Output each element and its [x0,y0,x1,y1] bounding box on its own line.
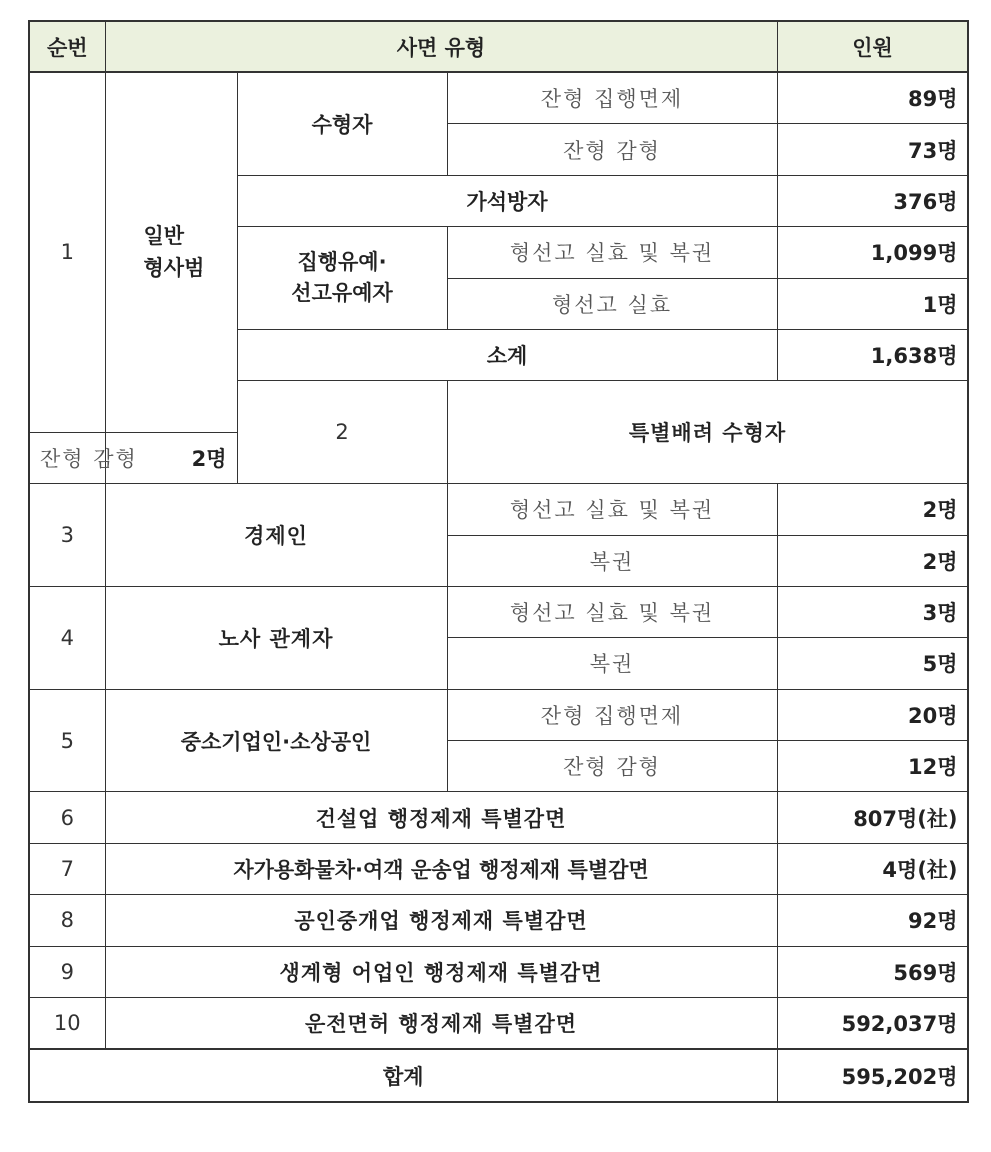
table-row [29,72,968,124]
row-number: 1 [29,72,105,432]
row-number: 9 [29,946,105,997]
pardon-table [28,20,969,1103]
category-label: 자가용화물차·여객 운송업 행정제재 특별감면 [105,843,777,894]
header-row [29,21,968,72]
subtotal-label: 소계 [237,329,777,380]
pardon-type: 복권 [447,638,777,689]
pardon-type: 형선고 실효 및 복권 [447,227,777,278]
table-row [29,586,968,637]
total-count: 595,202명 [777,1049,968,1101]
total-label: 합계 [29,1049,777,1101]
row-number: 3 [29,484,105,587]
count-cell: 73명 [777,124,968,175]
count-cell: 807명(社) [777,792,968,843]
pardon-type: 형선고 실효 [447,278,777,329]
count-cell: 12명 [777,741,968,792]
category-label: 공인중개업 행정제재 특별감면 [105,895,777,946]
count-cell: 376명 [777,175,968,226]
count-cell: 2명 [777,535,968,586]
count-cell: 1명 [777,278,968,329]
row-number: 4 [29,586,105,689]
category-label: 운전면허 행정제재 특별감면 [105,998,777,1050]
table-row [29,792,968,843]
count-cell: 2명 [105,432,237,483]
category-label: 특별배려 수형자 [447,381,968,484]
header-type: 사면 유형 [105,21,777,72]
row-number: 5 [29,689,105,792]
table-row [29,998,968,1050]
category-general-criminal: 일반 형사범 [105,72,237,432]
total-row [29,1049,968,1101]
table-row [29,843,968,894]
subtotal-count: 1,638명 [777,329,968,380]
pardon-type: 잔형 집행면제 [447,72,777,124]
count-cell: 89명 [777,72,968,124]
category-label: 경제인 [105,484,447,587]
count-cell: 1,099명 [777,227,968,278]
pardon-type: 잔형 감형 [447,741,777,792]
count-cell: 92명 [777,895,968,946]
table-row [29,484,968,535]
category-label: 노사 관계자 [105,586,447,689]
count-cell: 4명(社) [777,843,968,894]
row-number: 7 [29,843,105,894]
count-cell: 2명 [777,484,968,535]
header-no: 순번 [29,21,105,72]
pardon-type: 잔형 집행면제 [447,689,777,740]
subcategory-parolees: 가석방자 [237,175,777,226]
pardon-type: 잔형 감형 [29,432,105,483]
category-label: 중소기업인·소상공인 [105,689,447,792]
count-cell: 569명 [777,946,968,997]
table-row [29,946,968,997]
header-count: 인원 [777,21,968,72]
pardon-type: 복권 [447,535,777,586]
table-row [29,895,968,946]
category-label: 건설업 행정제재 특별감면 [105,792,777,843]
row-number: 8 [29,895,105,946]
count-cell: 3명 [777,586,968,637]
row-number: 2 [237,381,447,484]
category-label: 생계형 어업인 행정제재 특별감면 [105,946,777,997]
subcategory-probation: 집행유예· 선고유예자 [237,227,447,330]
row-number: 10 [29,998,105,1050]
table-row [29,689,968,740]
subcategory-prisoners: 수형자 [237,72,447,175]
count-cell: 592,037명 [777,998,968,1050]
pardon-type: 형선고 실효 및 복권 [447,586,777,637]
pardon-type: 잔형 감형 [447,124,777,175]
count-cell: 20명 [777,689,968,740]
pardon-type: 형선고 실효 및 복권 [447,484,777,535]
count-cell: 5명 [777,638,968,689]
row-number: 6 [29,792,105,843]
